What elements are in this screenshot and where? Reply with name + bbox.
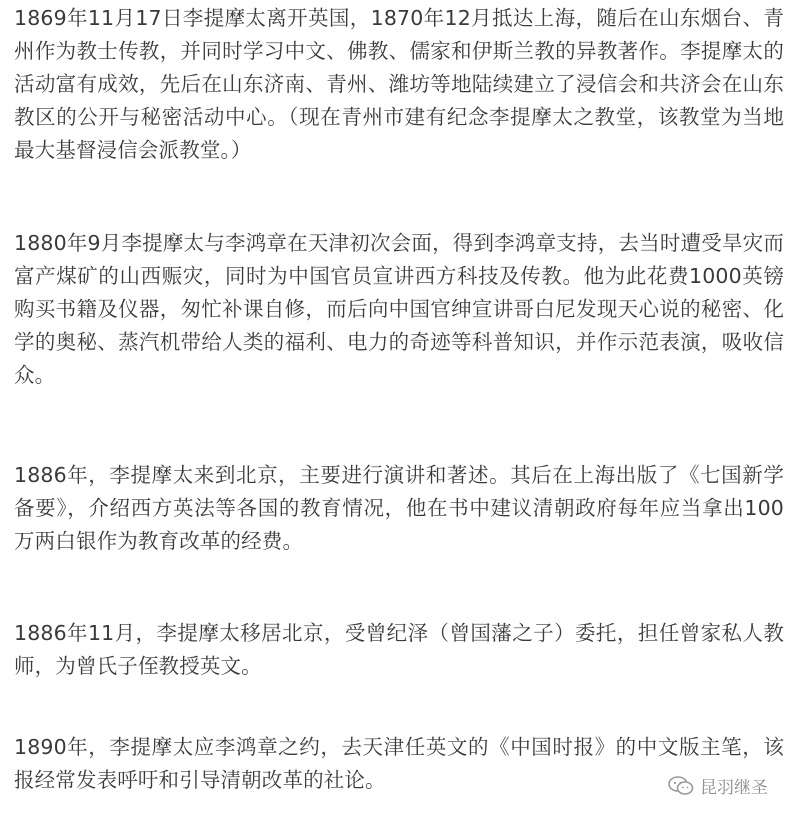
wechat-icon [668, 776, 694, 796]
wechat-watermark [668, 773, 768, 798]
paragraph-1869: 1869年11月17日李提摩太离开英国，1870年12月抵达上海，随后在山东烟台、青州作为教士传教，并同时学习中文、佛教、儒家和伊斯兰教的异教著作。李提摩太的活动富有成效，先后在山东济南、青州、潍坊等地陆续建立了浸信会和共济会在山东教区的公开与秘密活动中心。（现在青州市建有纪念李提摩太之教堂，该教堂为当地最大基督浸信会派教堂。） [14, 6, 784, 162]
paragraph-1886: 1886年，李提摩太来到北京，主要进行演讲和著述。其后在上海出版了《七国新学备要》，介绍西方英法等各国的教育情况，他在书中建议清朝政府每年应当拿出100万两白银作为教育改革的经费。 [14, 463, 784, 553]
paragraph-1886-nov: 1886年11月，李提摩太移居北京，受曾纪泽（曾国藩之子）委托，担任曾家私人教师，为曾氏子侄教授英文。 [14, 621, 784, 678]
paragraph-1880: 1880年9月李提摩太与李鸿章在天津初次会面，得到李鸿章支持，去当时遭受旱灾而富产煤矿的山西赈灾，同时为中国官员宣讲西方科技及传教。他为此花费1000英镑购买书籍及仪器，匆忙补课自修，而后向中国官绅宣讲哥白尼发现天心说的秘密、化学的奥秘、蒸汽机带给人类的福利、电力的奇迹等科普知识，并作示范表演，吸收信众。 [14, 231, 784, 387]
watermark-text: 昆羽继圣 [700, 778, 768, 798]
paragraph-1890: 1890年，李提摩太应李鸿章之约，去天津任英文的《中国时报》的中文版主笔，该报经常发表呼吁和引导清朝改革的社论。 [14, 735, 784, 792]
